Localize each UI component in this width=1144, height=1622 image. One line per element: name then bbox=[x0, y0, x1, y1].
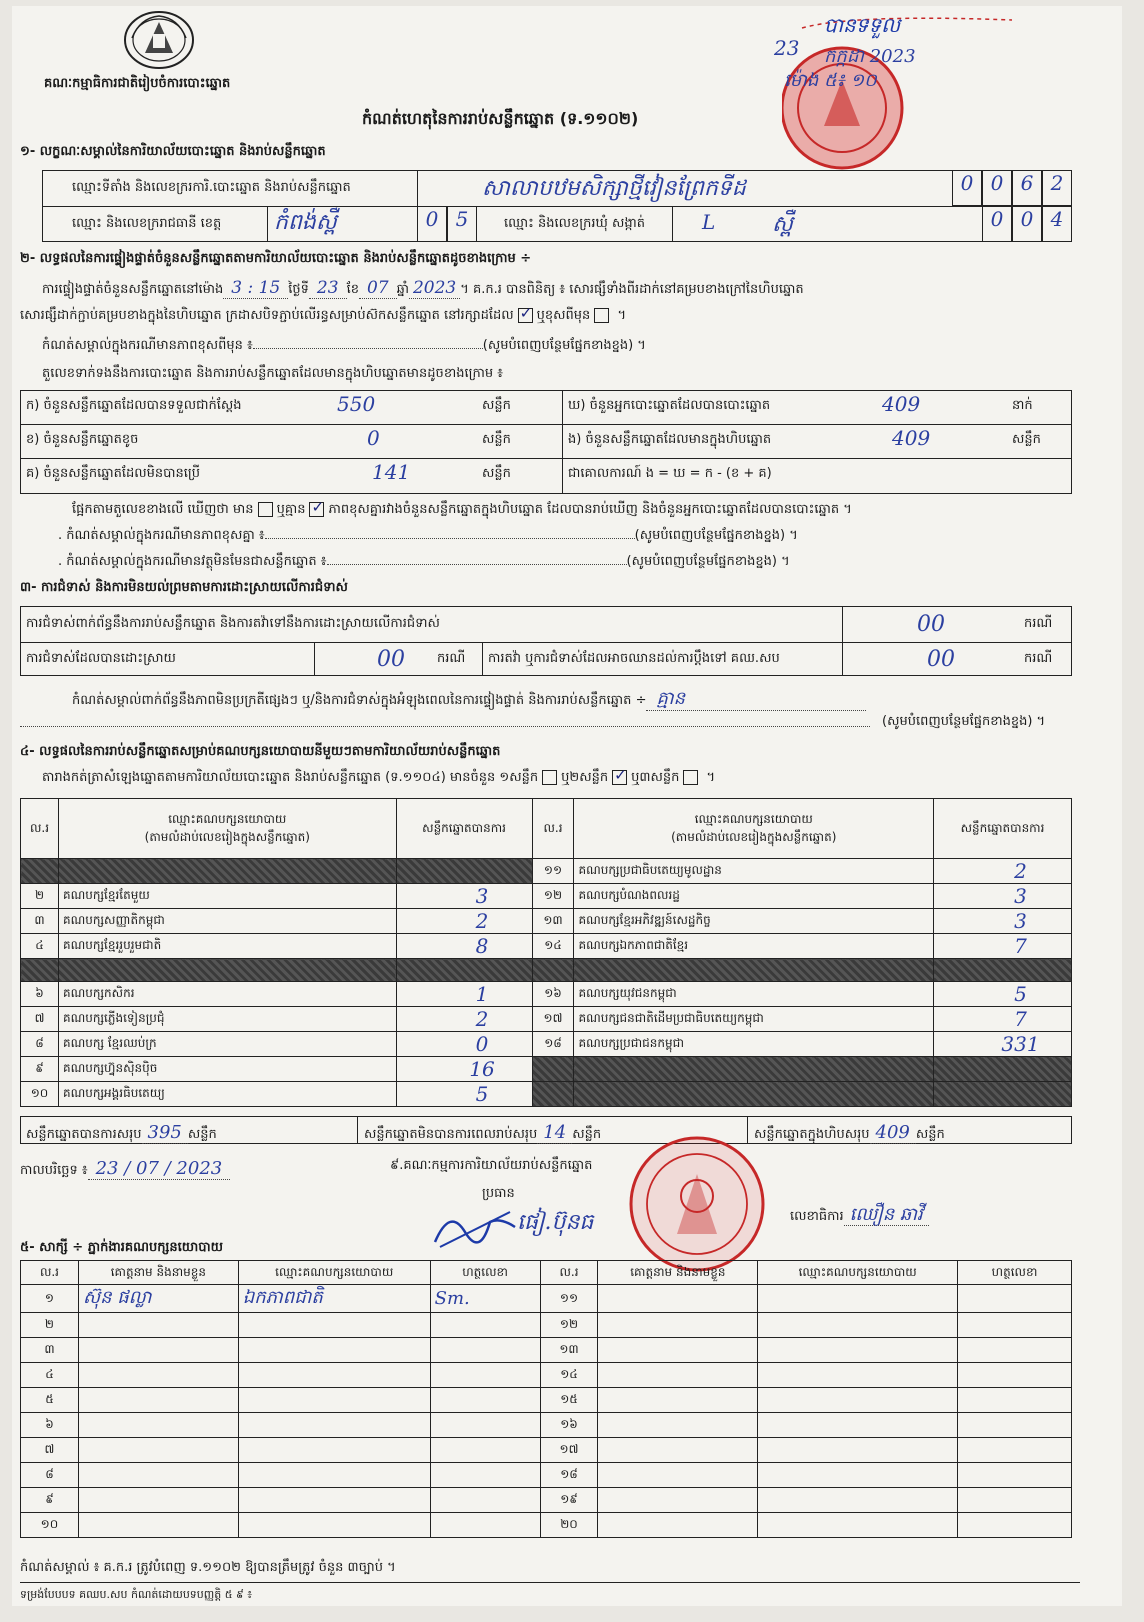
form-title: កំណត់ហេតុនៃការរាប់សន្លឹកឆ្នោត (ទ.១១០២) bbox=[362, 109, 639, 128]
party-name: គណបក្សយុវជនកម្ពុជា bbox=[574, 982, 934, 1007]
two-sheets-checkbox[interactable] bbox=[612, 770, 627, 785]
province-value: កំពង់ស្ពឺ bbox=[274, 210, 337, 235]
party-number: ៨ bbox=[21, 1032, 59, 1057]
section1-heading: ១- លក្ខណៈសម្គាល់នៃការិយាល័យបោះឆ្នោត និងរាប់សន្លឹកឆ្នោត bbox=[20, 144, 326, 159]
commune-mark: L bbox=[702, 210, 716, 234]
province-label: ឈ្មោះ និងលេខក្ររាជធានី ខេត្ត bbox=[72, 216, 222, 231]
chair-name: ផៀ.ប៊ុនធ bbox=[517, 1210, 594, 1235]
official-stamp bbox=[627, 1134, 767, 1274]
objection-value: 00 bbox=[917, 612, 945, 637]
party-number: ៦ bbox=[21, 982, 59, 1007]
list-item bbox=[21, 1488, 1072, 1513]
list-item bbox=[21, 1513, 1072, 1538]
witness-no: ១០ bbox=[21, 1513, 79, 1538]
footer-note: កំណត់សម្គាល់ ៖ គ.ក.រ ត្រូវបំពេញ ទ.១១០២ ឱ្យបានត្រឹមត្រូវ ចំនួន ៣ច្បាប់ ។ bbox=[20, 1560, 396, 1575]
received-value: 550 bbox=[337, 392, 376, 416]
chair-label: ប្រធាន bbox=[482, 1186, 515, 1201]
verify-time: 3 : 15 bbox=[223, 278, 288, 299]
chair-signature bbox=[430, 1202, 520, 1252]
witness-party[interactable] bbox=[758, 1463, 958, 1488]
witness-party[interactable] bbox=[758, 1363, 958, 1388]
secretary-line: លេខាធិការ ឈឿន ឆាវី bbox=[790, 1204, 929, 1226]
witness-no: ១៦ bbox=[540, 1413, 598, 1438]
unchanged-checkbox[interactable] bbox=[518, 308, 533, 323]
witness-name[interactable] bbox=[78, 1488, 238, 1513]
party-number: ២ bbox=[21, 884, 59, 909]
party-votes: 2 bbox=[396, 1007, 532, 1032]
party-name bbox=[58, 859, 396, 884]
table-row bbox=[21, 859, 1072, 884]
table-row bbox=[21, 1007, 1072, 1032]
province-code: 0 5 bbox=[417, 206, 477, 242]
witness-name[interactable] bbox=[598, 1463, 758, 1488]
seal-note-line: កំណត់សម្គាល់ក្នុងករណីមានភាពខុសពីមុន ៖ (សូមបំពេញបន្ថែមផ្នែកខាងខ្នង) ។ bbox=[42, 338, 646, 353]
witness-party[interactable] bbox=[238, 1488, 430, 1513]
party-name: គណបក្សខ្មែរអភិវឌ្ឍន៍សេដ្ឋកិច្ច bbox=[574, 909, 934, 934]
witness-party[interactable] bbox=[238, 1463, 430, 1488]
table-row bbox=[21, 959, 1072, 982]
party-name bbox=[58, 959, 396, 982]
stamp-text: បានទទួល bbox=[824, 13, 901, 37]
witness-no: ១៤ bbox=[540, 1363, 598, 1388]
witness-party[interactable] bbox=[238, 1363, 430, 1388]
objection-label: ការជំទាស់ពាក់ព័ន្ធនឹងការរាប់សន្លឹកឆ្នោត និងការតវ៉ាទៅនឹងការដោះស្រាយលើការជំទាស់ bbox=[26, 616, 440, 631]
list-item bbox=[21, 1463, 1072, 1488]
witness-sign[interactable] bbox=[430, 1413, 540, 1438]
party-votes: 3 bbox=[396, 884, 532, 909]
party-votes: 0 bbox=[396, 1032, 532, 1057]
witness-party[interactable] bbox=[758, 1513, 958, 1538]
party-name: គណបក្សភ្លើងទៀនប្រជុំ bbox=[58, 1007, 396, 1032]
total-invalid: សន្លឹកឆ្នោតមិនបានការពេលរាប់សរុប 14 សន្លឹក bbox=[364, 1122, 602, 1143]
diff-note-line: . កំណត់សម្គាល់ក្នុងករណីមានភាពខុសគ្នា ៖ (សូមបំពេញបន្ថែមផ្នែកខាងខ្នង) ។ bbox=[58, 528, 798, 543]
footer-form-ref: ទម្រង់បែបបទ គឈប.សប កំណត់ដោយបទបញ្ញត្តិ ៥ ៩ ៖ bbox=[20, 1588, 253, 1601]
witness-sign[interactable] bbox=[958, 1463, 1072, 1488]
witness-name[interactable] bbox=[598, 1388, 758, 1413]
party-number bbox=[21, 859, 59, 884]
discrepancy-line: ផ្អែកតាមតួលេខខាងលើ ឃើញថា មាន ឬគ្មាន✓ ភាពខុសគ្នារវាងចំនួនសន្លឹកឆ្នោតក្នុងហិបឆ្នោត ដែលបានរាប់ឃើញ និងចំនួនអ្នកបោះឆ្នោតដែលបានបោះឆ្នោត ។ bbox=[72, 502, 852, 518]
verify-year: 2023 bbox=[409, 278, 460, 299]
three-sheets-checkbox[interactable] bbox=[683, 770, 698, 785]
witness-sign[interactable] bbox=[958, 1388, 1072, 1413]
witness-no: ៩ bbox=[21, 1488, 79, 1513]
party-votes: 16 bbox=[396, 1057, 532, 1082]
party-name: គណបក្សប្រជាធិបតេយ្យមូលដ្ឋាន bbox=[574, 859, 934, 884]
tally-sheets-line: តារាងកត់ត្រាសំឡេងឆ្នោតតាមការិយាល័យបោះឆ្នោត និងរាប់សន្លឹកឆ្នោត (ទ.១១០៤) មានចំនួន ១សន្លឹក ឬ២សន្លឹក✓ ឬ៣សន្លឹក ។ bbox=[42, 770, 715, 786]
witness-table: ល.រ គោត្តនាម និងនាមខ្លួន ឈ្មោះគណបក្សនយោបាយ ហត្ថលេខា ល.រ គោត្តនាម និងនាមខ្លួន ឈ្មោះគណបក្សនយោបាយ ហត្ថលេខា ១ ស៊ុន ផល្លា ឯកភាពជាតិ Sm. ១១ ២ ១២ ៣ ១៣ ៤ ១៤ ៥ ១៥ ៦ ១៦ ៧ ១៧ ៨ ១៨ ៩ ១៩ ១០ ២០ bbox=[20, 1260, 1072, 1538]
date-value: 23 / 07 / 2023 bbox=[88, 1158, 231, 1180]
resolved-value: 00 bbox=[377, 647, 405, 672]
witness-no: ២ bbox=[21, 1313, 79, 1338]
witness-name[interactable] bbox=[598, 1413, 758, 1438]
table-row bbox=[21, 1057, 1072, 1082]
section2-heading: ២- លទ្ធផលនៃការផ្ទៀងផ្ទាត់ចំនួនសន្លឹកឆ្នោតតាមការិយាល័យបោះឆ្នោត និងរាប់សន្លឹកឆ្នោតដូចខាងក្រោម ÷ bbox=[20, 251, 532, 266]
witness-no: ៦ bbox=[21, 1413, 79, 1438]
witness-no: ១ bbox=[21, 1285, 79, 1313]
party-name bbox=[574, 1082, 934, 1107]
party-number: ១៣ bbox=[532, 909, 574, 934]
witness-name[interactable] bbox=[598, 1438, 758, 1463]
commune-value: ស្ពឺ bbox=[772, 212, 793, 237]
witness-name[interactable] bbox=[598, 1363, 758, 1388]
principle-label: ជាគោលការណ៍ ង = ឃ = ក - (ខ + គ) bbox=[568, 466, 772, 481]
party-number bbox=[21, 959, 59, 982]
witness-party[interactable] bbox=[238, 1313, 430, 1338]
list-item bbox=[21, 1413, 1072, 1438]
witness-name[interactable] bbox=[78, 1513, 238, 1538]
witness-party[interactable] bbox=[758, 1388, 958, 1413]
party-name: គណបក្សខ្មែររួបរួមជាតិ bbox=[58, 934, 396, 959]
changed-checkbox[interactable] bbox=[594, 308, 609, 323]
date-line: កាលបរិច្ឆេទ ៖ 23 / 07 / 2023 bbox=[20, 1158, 230, 1180]
location-label: ឈ្មោះទីតាំង និងលេខក្ររការិ.បោះឆ្នោត និងរាប់សន្លឹកឆ្នោត bbox=[72, 180, 351, 195]
witness-party[interactable] bbox=[758, 1488, 958, 1513]
witness-party[interactable] bbox=[758, 1313, 958, 1338]
list-item bbox=[21, 1338, 1072, 1363]
witness-name[interactable] bbox=[78, 1413, 238, 1438]
witness-name[interactable] bbox=[598, 1338, 758, 1363]
witness-no: ៧ bbox=[21, 1438, 79, 1463]
party-name: គណបក្សខ្មែរតែមួយ bbox=[58, 884, 396, 909]
party-number: ១០ bbox=[21, 1082, 59, 1107]
party-name: គណបក្ស ខ្មែរឈប់ក្រ bbox=[58, 1032, 396, 1057]
witness-party[interactable] bbox=[758, 1413, 958, 1438]
table-row bbox=[21, 1032, 1072, 1057]
party-votes bbox=[396, 859, 532, 884]
party-name bbox=[574, 959, 934, 982]
witness-party[interactable]: ឯកភាពជាតិ bbox=[238, 1285, 430, 1313]
org-name: គណៈកម្មាធិការជាតិរៀបចំការបោះឆ្នោត bbox=[44, 76, 231, 91]
witness-no: ១៧ bbox=[540, 1438, 598, 1463]
party-name: គណបក្សជនជាតិដើមប្រជាធិបតេយ្យកម្ពុជា bbox=[574, 1007, 934, 1032]
witness-sign[interactable] bbox=[958, 1413, 1072, 1438]
has-difference-checkbox[interactable] bbox=[258, 502, 273, 517]
one-sheet-checkbox[interactable] bbox=[542, 770, 557, 785]
received-label: ក) ចំនួនសន្លឹកឆ្នោតដែលបានទទួលជាក់ស្តែង bbox=[26, 398, 242, 413]
witness-no: ១៩ bbox=[540, 1488, 598, 1513]
witness-sign[interactable] bbox=[958, 1438, 1072, 1463]
witness-sign[interactable] bbox=[430, 1463, 540, 1488]
witness-sign[interactable] bbox=[430, 1338, 540, 1363]
witness-name[interactable] bbox=[598, 1513, 758, 1538]
witness-no: ៨ bbox=[21, 1463, 79, 1488]
total-invalid-value: 14 bbox=[537, 1122, 572, 1144]
witness-no: ១២ bbox=[540, 1313, 598, 1338]
in-box-label: ង) ចំនួនសន្លឹកឆ្នោតដែលមានក្នុងហិបឆ្នោត bbox=[568, 432, 772, 447]
verify-day: 23 bbox=[309, 278, 347, 299]
witness-sign[interactable] bbox=[430, 1488, 540, 1513]
section3-heading: ៣- ការជំទាស់ និងការមិនយល់ព្រមតាមការដោះស្រាយលើការជំទាស់ bbox=[20, 580, 348, 595]
party-number: ១៨ bbox=[532, 1032, 574, 1057]
table-row bbox=[21, 982, 1072, 1007]
irregularity-value: គ្មាន bbox=[646, 688, 866, 711]
witness-party[interactable] bbox=[238, 1513, 430, 1538]
verify-line: ការផ្ទៀងផ្ទាត់ចំនួនសន្លឹកឆ្នោតនៅម៉ោង 3 : 15 ថ្ងៃទី 23 ខែ 07 ឆ្នាំ 2023 ។ គ.ក.រ បានពិនិត្យ ៖ សោរផ្សឹទាំងពីរដាក់នៅគម្របខាងក្រៅនៃហិបឆ្នោត bbox=[42, 278, 804, 298]
witness-party[interactable] bbox=[238, 1413, 430, 1438]
party-number: ១២ bbox=[532, 884, 574, 909]
witness-party[interactable] bbox=[758, 1285, 958, 1313]
witness-party[interactable] bbox=[238, 1388, 430, 1413]
party-number: ៤ bbox=[21, 934, 59, 959]
stamp-time: ម៉ោង ៥៖ ១០ bbox=[784, 70, 877, 91]
witness-name[interactable] bbox=[78, 1438, 238, 1463]
witness-sign[interactable]: Sm. bbox=[430, 1285, 540, 1313]
voters-label: ឃ) ចំនួនអ្នកបោះឆ្នោតដែលបានបោះឆ្នោត bbox=[568, 398, 771, 413]
party-votes: 7 bbox=[934, 934, 1072, 959]
witness-name[interactable]: ស៊ុន ផល្លា bbox=[78, 1285, 238, 1313]
witness-no: ១៣ bbox=[540, 1338, 598, 1363]
verify-month: 07 bbox=[359, 278, 397, 299]
election-form-page: គណៈកម្មាធិការជាតិរៀបចំការបោះឆ្នោត កំណត់ហេតុនៃការរាប់សន្លឹកឆ្នោត (ទ.១១០២) បានទទួល 23 កក្កដា 2023 ម៉ោង ៥៖ ១០ ១- លក្ខណៈសម្គាល់នៃការិយាល័យបោះឆ្នោត និងរាប់សន្លឹកឆ្នោត ឈ្មោះទីតាំង និងលេខក្ររការិ.បោះឆ្នោត និងរាប់សន្លឹកឆ្នោត សាលាបឋមសិក្សាថ្មីវៀនព្រែកទីដ 0 0 6 2 ឈ្មោះ និងលេខក្ររាជធានី ខេត្ត កំពង់ស្ពឺ 0 5 ឈ្មោះ និងលេខក្ររឃុំ សង្កាត់ L ស្ពឺ 0 0 4 ២- លទ្ធផលនៃការផ្ទៀងផ្ទាត់ចំនួនសន្លឹកឆ្នោតតាមការិយាល័យបោះឆ្នោត និងរាប់សន្លឹកឆ្នោតដូចខាងក្រោម ÷ ការផ្ទៀងផ្ទាត់ចំនួនសន្លឹកឆ្នោតនៅម៉ោង 3 : 15 ថ្ងៃទី 23 ខែ 07 ឆ្នាំ 2023 ។ គ.ក.រ បានពិនិត្យ ៖ សោរផ្សឹទាំងពីរដាក់នៅគម្របខាងក្រៅនៃហិបឆ្នោត សោរផ្សឹដាក់ក្ជាប់គម្របខាងក្នុងនៃហិបឆ្នោត ក្រដាសបិទភ្ជាប់លើរន្ធសម្រាប់ស៊កសន្លឹកឆ្នោត នៅរក្សាដដែល✓ ឬខុសពីមុន ។ កំណត់សម្គាល់ក្នុងករណីមានភាពខុសពីមុន ៖ (សូមបំពេញបន្ថែមផ្នែកខាងខ្នង) ។ តួលេខទាក់ទងនឹងការបោះឆ្នោត និងការរាប់សន្លឹកឆ្នោតដែលមានក្នុងហិបឆ្នោតមានដូចខាងក្រោម ៖ ក) ចំនួនសន្លឹកឆ្នោតដែលបានទទួលជាក់ស្តែង 550 សន្លឹក ខ) ចំនួនសន្លឹកឆ្នោតខូច 0 សន្លឹក គ) ចំនួនសន្លឹកឆ្នោតដែលមិនបានប្រើ 141 សន្លឹក ឃ) ចំនួនអ្នកបោះឆ្នោតដែលបានបោះឆ្នោត 409 នាក់ ង) ចំនួនសន្លឹកឆ្នោតដែលមានក្នុងហិបឆ្នោត 409 សន្លឹក ជាគោលការណ៍ ង = ឃ = ក - (ខ + គ) ផ្អែកតាមតួលេខខាងលើ ឃើញថា មាន ឬគ្មាន✓ ភាពខុសគ្នារវាងចំនួនសន្លឹកឆ្នោតក្នុងហិបឆ្នោត ដែលបានរាប់ឃើញ និងចំនួនអ្នកបោះឆ្នោតដែលបានបោះឆ្នោត ។ . កំណត់សម្គាល់ក្នុងករណីមានភាពខុសគ្នា ៖ (សូមបំពេញបន្ថែមផ្នែកខាងខ្នង) ។ . កំណត់សម្គាល់ក្នុងករណីមានវត្ថុមិនមែនជាសន្លឹកឆ្នោត ៖ (សូមបំពេញបន្ថែមផ្នែកខាងខ្នង) ។ ៣- ការជំទាស់ និងការមិនយល់ព្រមតាមការដោះស្រាយលើការជំទាស់ ការជំទាស់ពាក់ព័ន្ធនឹងការរាប់សន្លឹកឆ្នោត និងការតវ៉ាទៅនឹងការដោះស្រាយលើការជំទាស់ 00 ករណី ការជំទាស់ដែលបានដោះស្រាយ 00 ករណី ការតវ៉ា ឬការជំទាស់ដែលអាចឈានដល់ការប្តឹងទៅ គឈ.សប 00 ករណី កំណត់សម្គាល់ពាក់ព័ន្ធនឹងភាពមិនប្រក្រតីផ្សេងៗ ឬ/និងការជំទាស់ក្នុងអំឡុងពេលនៃការផ្ទៀងផ្ទាត់ និងការរាប់សន្លឹកឆ្នោត ÷ គ្មាន (សូមបំពេញបន្ថែមផ្នែកខាងខ្នង) ។ ៤- លទ្ធផលនៃការរាប់សន្លឹកឆ្នោតសម្រាប់គណបក្សនយោបាយនីមួយៗតាមការិយាល័យរាប់សន្លឹកឆ្នោត តារាងកត់ត្រាសំឡេងឆ្នោតតាមការិយាល័យបោះឆ្នោត និងរាប់សន្លឹកឆ្នោត (ទ.១១០៤) មានចំនួន ១សន្លឹក ឬ២សន្លឹក✓ ឬ៣សន្លឹក ។ ល.រ ឈ្មោះគណបក្សនយោបាយ (តាមលំដាប់លេខរៀងក្នុងសន្លឹកឆ្នោត) សន្លឹកឆ្នោតបានការ ល.រ ឈ្មោះគណបក្សនយោបាយ (តាមលំដាប់លេខរៀងក្នុងសន្លឹកឆ្នោត) សន្លឹកឆ្នោតបានការ ១១ គណបក្សប្រជាធិបតេយ្យមូលដ្ឋាន 2 ២ គណបក្សខ្មែរតែមួយ 3 ១២ គណបក្សបំណងពលរដ្ឋ 3 ៣ គណបក្សសញ្ញាតិកម្ពុជា 2 ១៣ គណបក្សខ្មែរអភិវឌ្ឍន៍សេដ្ឋកិច្ច 3 ៤ គណបក្សខ្មែររួបរួមជាតិ 8 ១៤ គណបក្សឯកភាពជាតិខ្មែរ 7 ៦ គណបក្សកសិករ 1 ១៦ គណបក្សយុវជនកម្ពុជា 5 ៧ គណបក្សភ្លើងទៀនប្រជុំ 2 ១៧ គណបក្សជនជាតិដើមប្រជាធិបតេយ្យកម្ពុជា 7 ៨ គណបក្ស ខ្មែរឈប់ក្រ 0 ១៨ គណបក្សប្រជាជនកម្ពុជា 331 ៩ គណបក្សហ្វ៊ុនស៊ិនប៉ិច 16 ១០ គណបក្សអង្គរធិបតេយ្យ 5 សន្លឹកឆ្នោតបានការសរុប 395 សន្លឹក សន្លឹកឆ្នោតមិនបានការពេលរាប់សរុប 14 សន្លឹក សន្លឹកឆ្នោតក្នុងហិបសរុប 409 សន្លឹក កាលបរិច្ឆេទ ៖ 23 / 07 / 2023 ៩.គណៈកម្មការការិយាល័យរាប់សន្លឹកឆ្នោត ប្រធាន ផៀ.ប៊ុនធ លេខាធិការ ឈឿន ឆាវី ៥- សាក្សី ÷ ភ្នាក់ងារគណបក្សនយោបាយ ល.រ គោត្តនាម និងនាមខ្លួន ឈ្មោះគណបក្សនយោបាយ ហត្ថលេខា ល.រ គោត្តនាម និងនាមខ្លួន ឈ្មោះគណបក្សនយោបាយ ហត្ថលេខា ១ ស៊ុន ផល្លា ឯកភាពជាតិ Sm. ១១ ២ ១២ ៣ ១៣ ៤ ១៤ ៥ ១៥ ៦ ១៦ ៧ ១៧ ៨ ១៨ ៩ ១៩ ១០ ២០ កំណត់សម្គាល់ ៖ គ.ក.រ ត្រូវបំពេញ ទ.១១០២ ឱ្យបានត្រឹមត្រូវ ចំនួន ៣ច្បាប់ ។ ទម្រង់បែបបទ គឈប.សប កំណត់ដោយបទបញ្ញត្តិ ៥ ៩ ៖ bbox=[12, 6, 1122, 1606]
witness-party[interactable] bbox=[238, 1438, 430, 1463]
voters-value: 409 bbox=[882, 392, 921, 416]
total-box: សន្លឹកឆ្នោតក្នុងហិបសរុប 409 សន្លឹក bbox=[754, 1122, 945, 1143]
witness-party[interactable] bbox=[758, 1338, 958, 1363]
party-votes: 3 bbox=[934, 909, 1072, 934]
witness-sign[interactable] bbox=[958, 1285, 1072, 1313]
stamp-month: កក្កដា 2023 bbox=[824, 46, 916, 67]
stamp-day: 23 bbox=[774, 36, 800, 60]
spoiled-value: 0 bbox=[367, 426, 380, 450]
witness-no: ១៥ bbox=[540, 1388, 598, 1413]
section4-heading: ៤- លទ្ធផលនៃការរាប់សន្លឹកឆ្នោតសម្រាប់គណបក្សនយោបាយនីមួយៗតាមការិយាល័យរាប់សន្លឹកឆ្នោត bbox=[20, 744, 501, 759]
irregularity-note: កំណត់សម្គាល់ពាក់ព័ន្ធនឹងភាពមិនប្រក្រតីផ្សេងៗ ឬ/និងការជំទាស់ក្នុងអំឡុងពេលនៃការផ្ទៀងផ្ទាត់ និងការរាប់សន្លឹកឆ្នោត ÷ គ្មាន bbox=[72, 688, 866, 711]
party-name: គណបក្សប្រជាជនកម្ពុជា bbox=[574, 1032, 934, 1057]
total-valid: សន្លឹកឆ្នោតបានការសរុប 395 សន្លឹក bbox=[26, 1122, 217, 1143]
committee-label: ៩.គណៈកម្មការការិយាល័យរាប់សន្លឹកឆ្នោត bbox=[390, 1158, 593, 1173]
in-box-value: 409 bbox=[892, 426, 931, 450]
total-box-value: 409 bbox=[870, 1122, 916, 1144]
party-number: ៧ bbox=[21, 1007, 59, 1032]
witness-name[interactable] bbox=[598, 1313, 758, 1338]
party-name: គណបក្សសញ្ញាតិកម្ពុជា bbox=[58, 909, 396, 934]
witness-sign[interactable] bbox=[430, 1363, 540, 1388]
party-votes bbox=[934, 1057, 1072, 1082]
witness-no: ១៨ bbox=[540, 1463, 598, 1488]
witness-no: ២០ bbox=[540, 1513, 598, 1538]
witness-sign[interactable] bbox=[958, 1363, 1072, 1388]
party-votes bbox=[396, 959, 532, 982]
witness-sign[interactable] bbox=[958, 1338, 1072, 1363]
appeal-value: 00 bbox=[927, 647, 955, 672]
party-votes: 3 bbox=[934, 884, 1072, 909]
spoiled-label: ខ) ចំនួនសន្លឹកឆ្នោតខូច bbox=[26, 432, 139, 447]
party-name: គណបក្សបំណងពលរដ្ឋ bbox=[574, 884, 934, 909]
section5-heading: ៥- សាក្សី ÷ ភ្នាក់ងារគណបក្សនយោបាយ bbox=[20, 1240, 223, 1255]
witness-name[interactable] bbox=[598, 1488, 758, 1513]
location-code: 0 0 6 2 bbox=[952, 170, 1072, 206]
party-votes: 331 bbox=[934, 1032, 1072, 1057]
party-number: ៣ bbox=[21, 909, 59, 934]
witness-name[interactable] bbox=[78, 1463, 238, 1488]
party-number: ៩ bbox=[21, 1057, 59, 1082]
object-note-line: . កំណត់សម្គាល់ក្នុងករណីមានវត្ថុមិនមែនជាសន្លឹកឆ្នោត ៖ (សូមបំពេញបន្ថែមផ្នែកខាងខ្នង) ។ bbox=[58, 554, 790, 569]
list-item bbox=[21, 1313, 1072, 1338]
party-number bbox=[532, 1082, 574, 1107]
witness-sign[interactable] bbox=[430, 1388, 540, 1413]
witness-sign[interactable] bbox=[958, 1513, 1072, 1538]
nec-emblem-icon bbox=[120, 8, 198, 70]
party-name: គណបក្សអង្គរធិបតេយ្យ bbox=[58, 1082, 396, 1107]
witness-name[interactable] bbox=[598, 1285, 758, 1313]
secretary-name: ឈឿន ឆាវី bbox=[844, 1204, 929, 1226]
commune-code: 0 0 4 bbox=[982, 206, 1072, 242]
witness-no: ៥ bbox=[21, 1388, 79, 1413]
party-name: គណបក្សហ្វ៊ុនស៊ិនប៉ិច bbox=[58, 1057, 396, 1082]
location-value: សាលាបឋមសិក្សាថ្មីវៀនព្រែកទីដ bbox=[482, 176, 746, 201]
party-votes: 8 bbox=[396, 934, 532, 959]
witness-sign[interactable] bbox=[430, 1313, 540, 1338]
results-table: ល.រ ឈ្មោះគណបក្សនយោបាយ (តាមលំដាប់លេខរៀងក្នុងសន្លឹកឆ្នោត) សន្លឹកឆ្នោតបានការ ល.រ ឈ្មោះគណបក្សនយោបាយ (តាមលំដាប់លេខរៀងក្នុងសន្លឹកឆ្នោត) សន្លឹកឆ្នោតបានការ ១១ គណបក្សប្រជាធិបតេយ្យមូលដ្ឋាន 2 ២ គណបក្សខ្មែរតែមួយ 3 ១២ គណបក្សបំណងពលរដ្ឋ 3 ៣ គណបក្សសញ្ញាតិកម្ពុជា 2 ១៣ គណបក្សខ្មែរអភិវឌ្ឍន៍សេដ្ឋកិច្ច 3 ៤ គណបក្សខ្មែររួបរួមជាតិ 8 ១៤ គណបក្សឯកភាពជាតិខ្មែរ 7 ៦ គណបក្សកសិករ 1 ១៦ គណបក្សយុវជនកម្ពុជា 5 ៧ គណបក្សភ្លើងទៀនប្រជុំ 2 ១៧ គណបក្សជនជាតិដើមប្រជាធិបតេយ្យកម្ពុជា 7 ៨ គណបក្ស ខ្មែរឈប់ក្រ 0 ១៨ គណបក្សប្រជាជនកម្ពុជា 331 ៩ គណបក្សហ្វ៊ុនស៊ិនប៉ិច 16 ១០ គណបក្សអង្គរធិបតេយ្យ 5 bbox=[20, 798, 1072, 1107]
no-difference-checkbox[interactable] bbox=[309, 502, 324, 517]
party-name: គណបក្សកសិករ bbox=[58, 982, 396, 1007]
witness-sign[interactable] bbox=[958, 1488, 1072, 1513]
witness-party[interactable] bbox=[238, 1338, 430, 1363]
commune-label: ឈ្មោះ និងលេខក្ររឃុំ សង្កាត់ bbox=[504, 216, 645, 231]
witness-name[interactable] bbox=[78, 1338, 238, 1363]
witness-sign[interactable] bbox=[958, 1313, 1072, 1338]
witness-sign[interactable] bbox=[430, 1438, 540, 1463]
party-votes: 2 bbox=[934, 859, 1072, 884]
table-row bbox=[21, 1082, 1072, 1107]
figures-intro: តួលេខទាក់ទងនឹងការបោះឆ្នោត និងការរាប់សន្លឹកឆ្នោតដែលមានក្នុងហិបឆ្នោតមានដូចខាងក្រោម ៖ bbox=[42, 366, 503, 381]
table-row bbox=[21, 884, 1072, 909]
witness-no: ១១ bbox=[540, 1285, 598, 1313]
witness-no: ៣ bbox=[21, 1338, 79, 1363]
total-valid-value: 395 bbox=[142, 1122, 188, 1144]
party-number bbox=[532, 959, 574, 982]
witness-name[interactable] bbox=[78, 1363, 238, 1388]
witness-name[interactable] bbox=[78, 1313, 238, 1338]
witness-party[interactable] bbox=[758, 1438, 958, 1463]
seal-line: សោរផ្សឹដាក់ក្ជាប់គម្របខាងក្នុងនៃហិបឆ្នោត ក្រដាសបិទភ្ជាប់លើរន្ធសម្រាប់ស៊កសន្លឹកឆ្នោត នៅរក្សាដដែល✓ ឬខុសពីមុន ។ bbox=[20, 308, 626, 324]
party-number: ១៧ bbox=[532, 1007, 574, 1032]
party-votes bbox=[934, 1082, 1072, 1107]
list-item bbox=[21, 1285, 1072, 1313]
party-number bbox=[532, 1057, 574, 1082]
witness-name[interactable] bbox=[78, 1388, 238, 1413]
witness-sign[interactable] bbox=[430, 1513, 540, 1538]
party-votes: 5 bbox=[934, 982, 1072, 1007]
party-votes: 2 bbox=[396, 909, 532, 934]
table-row bbox=[21, 934, 1072, 959]
party-votes: 5 bbox=[396, 1082, 532, 1107]
list-item bbox=[21, 1388, 1072, 1413]
table-row bbox=[21, 909, 1072, 934]
appeal-label: ការតវ៉ា ឬការជំទាស់ដែលអាចឈានដល់ការប្តឹងទៅ គឈ.សប bbox=[488, 651, 780, 666]
party-name bbox=[574, 1057, 934, 1082]
party-votes bbox=[934, 959, 1072, 982]
party-name: គណបក្សឯកភាពជាតិខ្មែរ bbox=[574, 934, 934, 959]
list-item bbox=[21, 1438, 1072, 1463]
party-votes: 1 bbox=[396, 982, 532, 1007]
unused-label: គ) ចំនួនសន្លឹកឆ្នោតដែលមិនបានប្រើ bbox=[26, 466, 200, 481]
resolved-label: ការជំទាស់ដែលបានដោះស្រាយ bbox=[26, 651, 176, 666]
party-number: ១៤ bbox=[532, 934, 574, 959]
list-item bbox=[21, 1363, 1072, 1388]
party-votes: 7 bbox=[934, 1007, 1072, 1032]
party-number: ១៦ bbox=[532, 982, 574, 1007]
witness-no: ៤ bbox=[21, 1363, 79, 1388]
party-number: ១១ bbox=[532, 859, 574, 884]
unused-value: 141 bbox=[372, 460, 411, 484]
